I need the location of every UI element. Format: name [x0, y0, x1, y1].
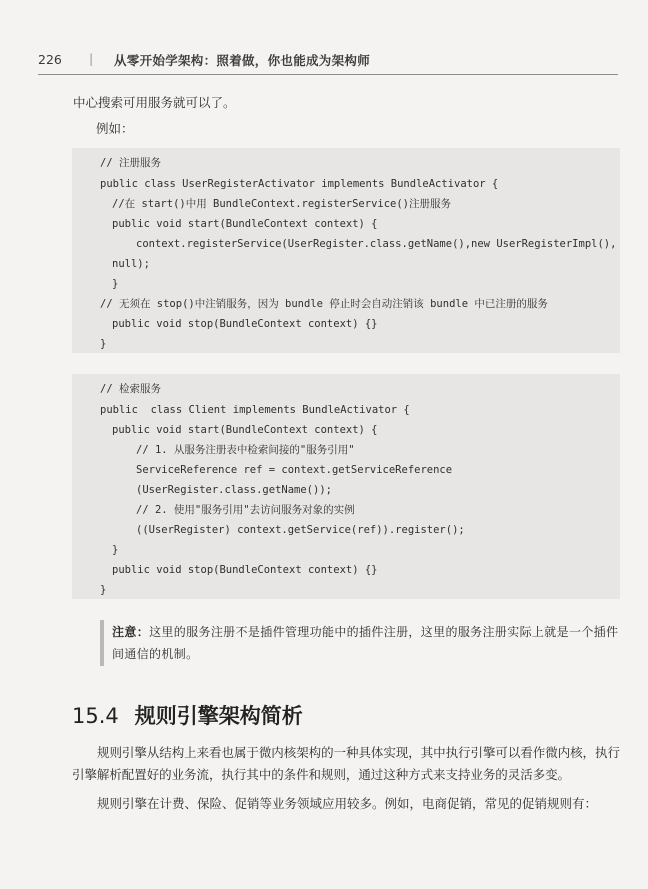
- header-divider: [38, 74, 618, 75]
- note-text: [112, 621, 620, 665]
- book-title: 从零开始学架构：照着做，你也能成为架构师: [114, 53, 371, 68]
- code-line: }: [100, 584, 107, 596]
- section-paragraph: 规则引擎在计费、保险、促销等业务领域应用较多。例如，电商促销，常见的促销规则有：: [97, 796, 598, 811]
- code-block-lookup: [72, 374, 620, 599]
- example-label: 例如：: [96, 121, 134, 136]
- code-line: ServiceReference ref = context.getServiceReference: [136, 464, 453, 476]
- code-line: public class Client implements BundleActivator {: [100, 404, 410, 416]
- code-line: public void start(BundleContext context) {: [112, 218, 378, 230]
- section-paragraph: 规则引擎从结构上来看也属于微内核架构的一种具体实现，其中执行引擎可以看作微内核，执行引擎解析配置好的业务流，执行其中的条件和规则，通过这种方式来支持业务的灵活多变。: [72, 745, 620, 782]
- code-line: public class UserRegisterActivator implements BundleActivator {: [100, 178, 499, 190]
- code-line: // 注册服务: [100, 157, 161, 169]
- code-line: }: [100, 338, 107, 350]
- code-line: // 1. 从服务注册表中检索间接的"服务引用": [136, 444, 355, 456]
- code-line: (UserRegister.class.getName());: [136, 484, 332, 496]
- section-number: 15.4: [72, 704, 119, 728]
- section-heading: [72, 700, 303, 730]
- code-line: public void stop(BundleContext context) {}: [112, 564, 378, 576]
- code-line: null);: [112, 258, 150, 270]
- code-line: public void start(BundleContext context) {: [112, 424, 378, 436]
- page-header: [38, 50, 618, 72]
- note-box: [100, 619, 620, 667]
- note-label: 注意：: [112, 625, 150, 639]
- code-line: // 无须在 stop()中注销服务，因为 bundle 停止时会自动注销该 bundle 中已注册的服务: [100, 298, 548, 310]
- code-line: public void stop(BundleContext context) {}: [112, 318, 378, 330]
- section-title: 规则引擎架构简析: [134, 704, 303, 728]
- intro-line: 中心搜索可用服务就可以了。: [73, 95, 236, 110]
- page-number: 226: [38, 52, 62, 67]
- code-line: ((UserRegister) context.getService(ref)).register();: [136, 524, 465, 536]
- note-bar: [100, 620, 104, 666]
- code-block-register: [72, 148, 620, 353]
- code-line: // 检索服务: [100, 383, 161, 395]
- note-body: 这里的服务注册不是插件管理功能中的插件注册，这里的服务注册实际上就是一个插件间通信的机制。: [112, 625, 619, 661]
- header-separator: |: [89, 51, 94, 66]
- code-line: }: [112, 278, 119, 290]
- code-line: }: [112, 544, 119, 556]
- code-line: //在 start()中用 BundleContext.registerService()注册服务: [112, 198, 452, 210]
- code-line: // 2. 使用"服务引用"去访问服务对象的实例: [136, 504, 355, 516]
- code-line: context.registerService(UserRegister.class.getName(),new UserRegisterImpl(),: [136, 238, 617, 250]
